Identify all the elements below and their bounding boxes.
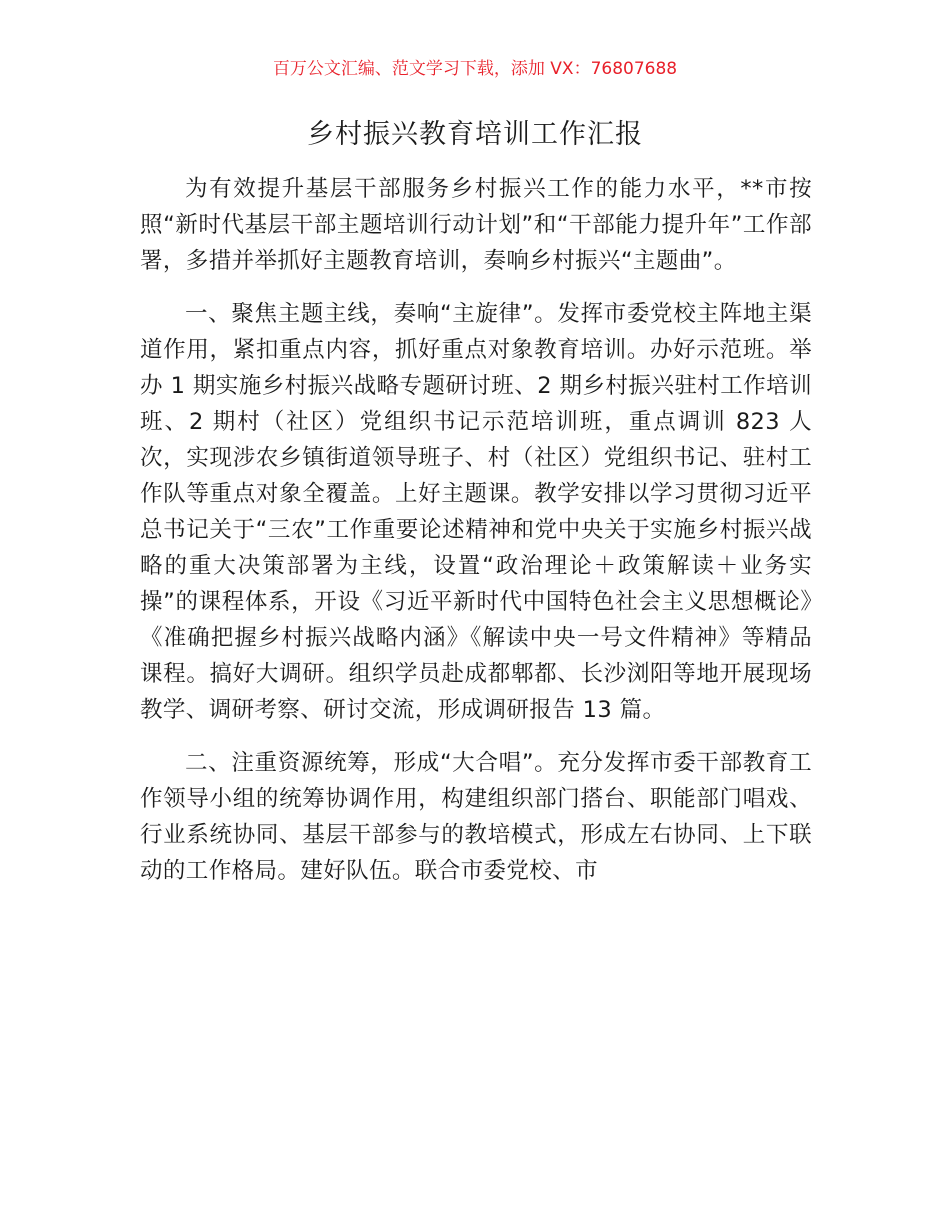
document-body <box>140 171 812 889</box>
promo-header: 百万公文汇编、范文学习下载，添加 VX：76807688 <box>272 59 678 79</box>
paragraph-section-two: 二、注重资源统筹，形成“大合唱”。充分发挥市委干部教育工作领导小组的统筹协调作用，构建组织部门搭台、职能部门唱戏、行业系统协同、基层干部参与的教培模式，形成左右协同、上下联动的工作格局。建好队伍。联合市委党校、市 <box>140 750 812 884</box>
page-title: 乡村振兴教育培训工作汇报 <box>307 119 643 150</box>
paragraph-section-one: 一、聚焦主题主线，奏响“主旋律”。发挥市委党校主阵地主渠道作用，紧扣重点内容，抓好重点对象教育培训。办好示范班。举办 1 期实施乡村振兴战略专题研讨班、2 期乡村振兴驻村工作培训班、2 期村（社区）党组织书记示范培训班，重点调训 823 人次，实现涉农乡镇街道领导班子、村（社区）党组织书记、驻村工作队等重点对象全覆盖。上好主题课。教学安排以学习贯彻习近平总书记关于“三农”工作重要论述精神和党中央关于实施乡村振兴战略的重大决策部署为主线，设置“政治理论＋政策解读＋业务实操”的课程体系，开设《习近平新时代中国特色社会主义思想概论》《准确把握乡村振兴战略内涵》《解读中央一号文件精神》等精品课程。搞好大调研。组织学员赴成都郫都、长沙浏阳等地开展现场教学、调研考察、研讨交流，形成调研报告 13 篇。 <box>140 301 812 723</box>
paragraph-intro: 为有效提升基层干部服务乡村振兴工作的能力水平，**市按照“新时代基层干部主题培训行动计划”和“干部能力提升年”工作部署，多措并举抓好主题教育培训，奏响乡村振兴“主题曲”。 <box>140 176 812 274</box>
